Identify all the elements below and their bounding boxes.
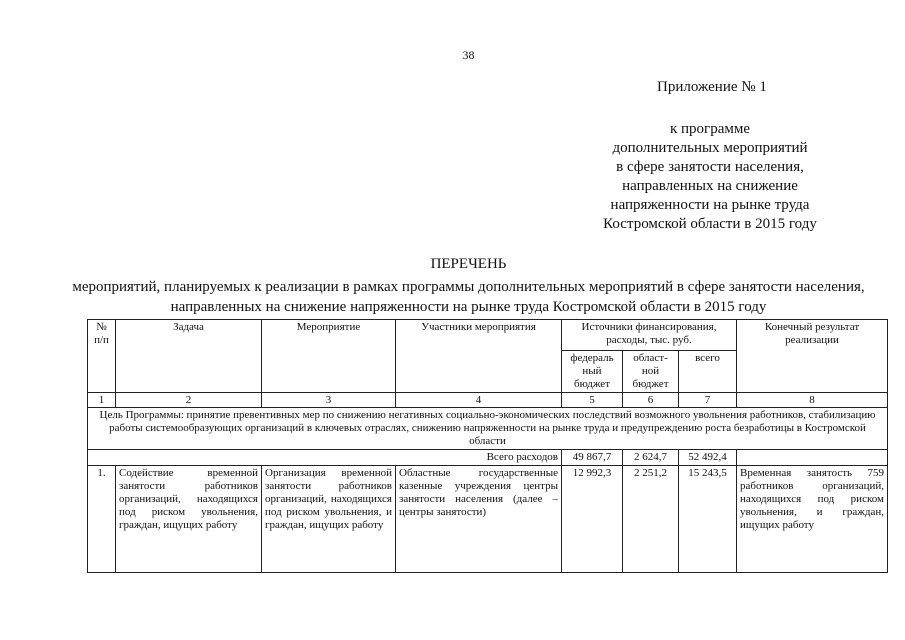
reference-line: дополнительных мероприятий [612, 140, 808, 156]
row-total: 15 243,5 [679, 466, 737, 573]
column-number: 1 [88, 393, 116, 408]
reference-line: Костромской области в 2015 году [603, 216, 817, 232]
total-label: Всего расходов [88, 450, 562, 466]
column-number: 8 [737, 393, 888, 408]
column-number: 3 [262, 393, 396, 408]
total-result-empty [737, 450, 888, 466]
column-number: 5 [562, 393, 623, 408]
header-participants: Участники мероприятия [396, 320, 562, 393]
header-total: всего [679, 351, 737, 393]
total-sum: 52 492,4 [679, 450, 737, 466]
row-event: Организация временной занятости работников организаций, находящихся под риском увольнения, и граждан, ищущих работу [262, 466, 396, 573]
reference-line: к программе [669, 121, 751, 137]
document-title: ПЕРЕЧЕНЬ [430, 256, 507, 272]
page-number: 38 [462, 48, 475, 62]
header-result: Конечный результат реализации [737, 320, 888, 393]
header-event: Мероприятие [262, 320, 396, 393]
goal-row [88, 408, 888, 450]
total-row [88, 450, 888, 466]
column-number: 2 [116, 393, 262, 408]
table-row [88, 466, 888, 573]
program-goal: Цель Программы: принятие превентивных мер по снижению негативных социально-экономических последствий возможного увольнения работников, стабилизацию работы системообразующих организаций в ключевых отраслях, снижению напряженности на рынке труда и предупреждению роста безработицы в Костромской области [88, 408, 888, 450]
column-number: 6 [623, 393, 679, 408]
column-number-row [88, 393, 888, 408]
header-num: № п/п [88, 320, 116, 393]
appendix-label: Приложение № 1 [657, 79, 767, 95]
row-federal: 12 992,3 [562, 466, 623, 573]
row-regional: 2 251,2 [623, 466, 679, 573]
row-task: Содействие временной занятости работников организаций, находящихся под риском увольнения, граждан, ищущих работу [116, 466, 262, 573]
reference-line: напряженности на рынке труда [610, 197, 810, 213]
reference-line: в сфере занятости населения, [616, 159, 804, 175]
header-funding: Источники финансирования, расходы, тыс. руб. [562, 320, 737, 351]
row-participants: Областные государственные казенные учреждения центры занятости населения (далее – центры занятости) [396, 466, 562, 573]
header-regional: област- ной бюджет [623, 351, 679, 393]
column-number: 4 [396, 393, 562, 408]
row-result: Временная занятость 759 работников организаций, находящихся под риском увольнения, и граждан, ищущих работу [737, 466, 888, 573]
appendix-reference [560, 120, 860, 234]
document-subtitle: мероприятий, планируемых к реализации в рамках программы дополнительных мероприятий в сфере занятости населения, направленных на снижение напряженности на рынке труда Костромской области в 2015 году [72, 279, 865, 315]
total-federal: 49 867,7 [562, 450, 623, 466]
total-regional: 2 624,7 [623, 450, 679, 466]
row-num: 1. [88, 466, 116, 573]
header-federal: федераль ный бюджет [562, 351, 623, 393]
header-task: Задача [116, 320, 262, 393]
measures-table [87, 319, 888, 573]
reference-line: направленных на снижение [622, 178, 798, 194]
header-row [88, 320, 888, 351]
column-number: 7 [679, 393, 737, 408]
